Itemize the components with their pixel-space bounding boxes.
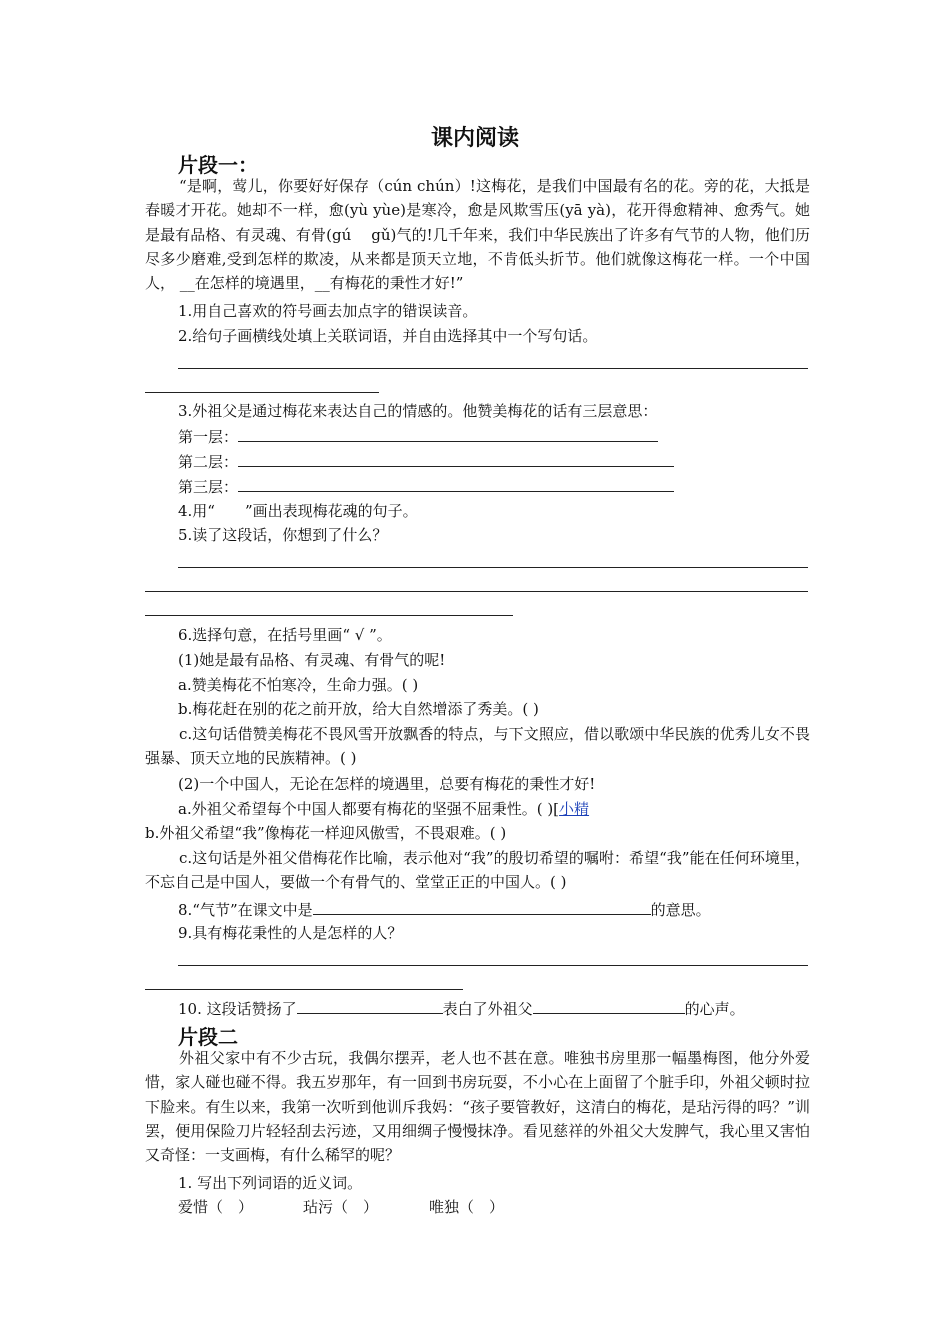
section-2-heading: 片段二	[178, 1025, 238, 1049]
question-6-2-option-c: c.这句话是外祖父借梅花作比喻，表示他对“我”的殷切希望的嘱咐：希望“我”能在任何环境里，不忘自己是中国人，要做一个有骨气的、堂堂正正的中国人。( )	[145, 849, 810, 892]
question-10-blank-1	[297, 998, 443, 1014]
section-2-question-1: 1. 写出下列词语的近义词。	[178, 1174, 363, 1192]
question-6-sentence-1: (1)她是最有品格、有灵魂、有骨气的呢!	[178, 651, 446, 669]
question-10-prefix: 10. 这段话赞扬了	[178, 1000, 297, 1018]
question-3: 3.外祖父是通过梅花来表达自己的情感的。他赞美梅花的话有三层意思：	[178, 402, 658, 420]
question-6-1-option-c: c.这句话借赞美梅花不畏风雪开放飘香的特点，与下文照应，借以歌颂中华民族的优秀儿女不畏强暴、顶天立地的民族精神。( )	[145, 725, 810, 768]
question-8-prefix: 8.“气节”在课文中是	[178, 901, 313, 919]
layer-1-blank	[238, 426, 658, 442]
question-8-suffix: 的意思。	[650, 901, 711, 919]
answer-line	[178, 368, 808, 369]
question-6-2-option-b: b.外祖父希望“我”像梅花一样迎风傲雪，不畏艰难。( )	[145, 824, 507, 842]
section-1-passage: “是啊，莺儿，你要好好保存（cún chún）!这梅花，是我们中国最有名的花。旁的花，大抵是春暖才开花。她却不一样，愈(yù yùe)是寒冷，愈是风欺雪压(yā yà)，花开得愈精神、愈秀气。她是最有品格、有灵魂、有骨(gú gǔ)气的!几千年来，我们中华民族出了许多有气节的人物，他们历尽多少磨难,受到怎样的欺凌，从来都是顶天立地，不肯低头折节。他们就像这梅花一样。一个中国人， __在怎样的境遇里，__有梅花的秉性才好!”	[145, 177, 810, 293]
layer-2-label: 第二层：	[178, 453, 239, 471]
answer-line	[178, 965, 808, 966]
question-3-layer-2	[178, 451, 674, 472]
question-8	[178, 899, 711, 920]
option-a-text: a.外祖父希望每个中国人都要有梅花的坚强不屈秉性。( )[	[178, 800, 560, 818]
layer-3-blank	[238, 476, 674, 492]
question-3-layer-1	[178, 426, 658, 447]
answer-line	[145, 392, 379, 393]
answer-line	[145, 591, 808, 592]
section-1-heading: 片段一：	[178, 153, 258, 177]
layer-2-blank	[238, 451, 674, 467]
page-title: 课内阅读	[430, 126, 519, 151]
question-10	[178, 998, 745, 1019]
synonym-word-2: 玷污（ ）	[303, 1198, 379, 1216]
question-6: 6.选择句意，在括号里画“ √ ”。	[178, 626, 392, 644]
question-10-suffix: 的心声。	[684, 1000, 745, 1018]
question-6-1-option-b: b.梅花赶在别的花之前开放，给大自然增添了秀美。( )	[178, 700, 539, 718]
answer-line	[178, 567, 808, 568]
question-6-sentence-2: (2)一个中国人，无论在怎样的境遇里，总要有梅花的秉性才好!	[178, 775, 596, 793]
synonym-word-1: 爱惜（ ）	[178, 1198, 254, 1216]
question-6-1-option-a: a.赞美梅花不怕寒冷，生命力强。( )	[178, 676, 419, 694]
answer-line	[145, 615, 513, 616]
synonym-word-3: 唯独（ ）	[429, 1198, 505, 1216]
question-10-blank-2	[533, 998, 685, 1014]
question-8-blank	[313, 899, 651, 915]
question-9: 9.具有梅花秉性的人是怎样的人？	[178, 924, 403, 942]
question-1: 1.用自己喜欢的符号画去加点字的错误读音。	[178, 302, 478, 320]
question-4: 4.用“ ”画出表现梅花魂的句子。	[178, 502, 418, 520]
layer-1-label: 第一层：	[178, 428, 239, 446]
question-10-middle: 表白了外祖父	[442, 1000, 533, 1018]
question-2: 2.给句子画横线处填上关联词语，并自由选择其中一个写句话。	[178, 327, 598, 345]
layer-3-label: 第三层：	[178, 478, 239, 496]
answer-line	[145, 989, 463, 990]
section-2-passage: 外祖父家中有不少古玩，我偶尔摆弄，老人也不甚在意。唯独书房里那一幅墨梅图，他分外爱惜，家人碰也碰不得。我五岁那年，有一回到书房玩耍，不小心在上面留了个脏手印，外祖父顿时拉下脸来。有生以来，我第一次听到他训斥我妈：“孩子要管教好，这清白的梅花，是玷污得的吗？”训罢，便用保险刀片轻轻刮去污迹，又用细绸子慢慢抹净。看见慈祥的外祖父大发脾气，我心里又害怕又奇怪：一支画梅，有什么稀罕的呢？	[145, 1049, 810, 1165]
question-3-layer-3	[178, 476, 674, 497]
question-6-2-option-a	[178, 799, 589, 819]
question-5: 5.读了这段话，你想到了什么？	[178, 526, 388, 544]
inline-link[interactable]: 小精	[559, 800, 590, 818]
